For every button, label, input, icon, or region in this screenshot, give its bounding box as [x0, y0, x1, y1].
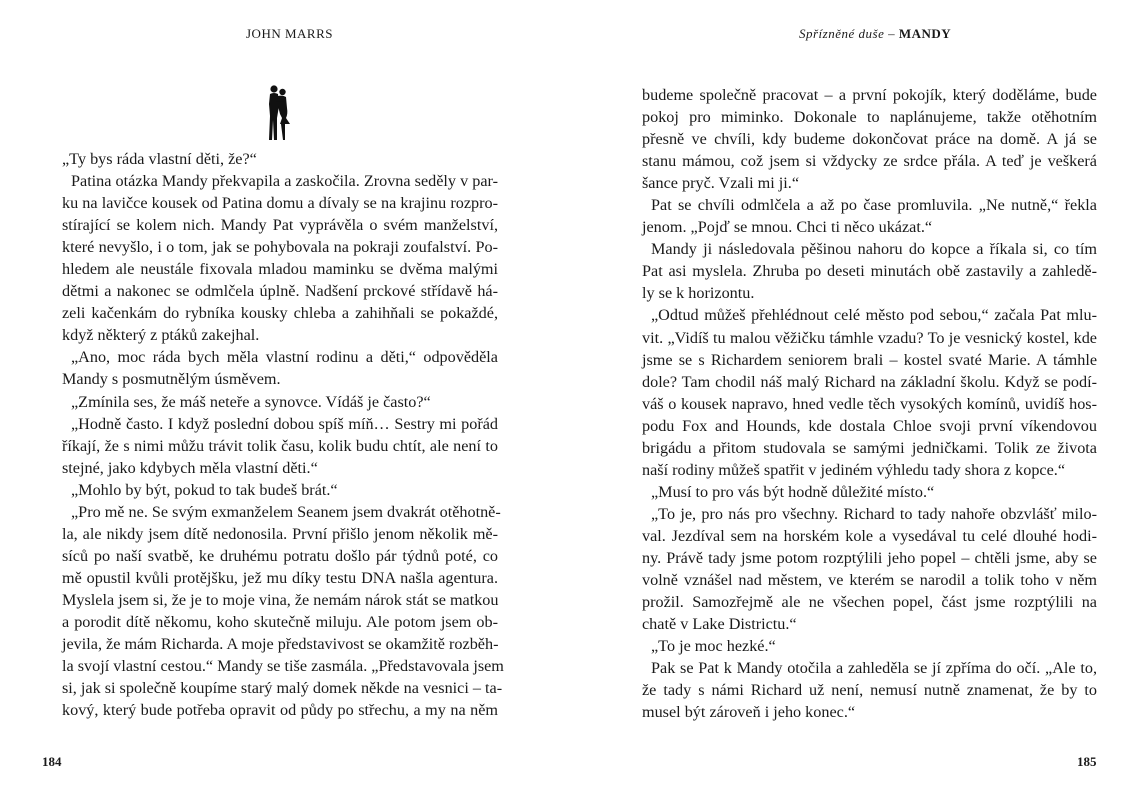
paragraph [642, 635, 1097, 657]
left-page-text [62, 148, 504, 721]
text-line: prožil. Samozřejmě ale ne všechen popel, část jsme rozptýlili na [642, 593, 1097, 612]
text-line: „Odtud můžeš přehlédnout celé město pod sebou,“ začala Pat mlu- [651, 306, 1097, 325]
text-line: Pat se chvíli odmlčela a až po čase promluvila. „Ne nutně,“ řekla [651, 196, 1097, 215]
paragraph [642, 503, 1097, 635]
text-line: ly se k horizontu. [642, 284, 755, 303]
text-line: „Ano, moc ráda bych měla vlastní rodinu a děti,“ odpověděla [71, 348, 498, 367]
text-line: Mandy ji následovala pěšinou nahoru do kopce a říkala si, co tím [651, 240, 1097, 259]
text-line: a porodit dítě někomu, koho skutečně miluju. Ale potom jsem ob- [62, 612, 498, 631]
text-line: brigádu a přitom studovala se samými jedničkami. Tolik ze života [642, 438, 1097, 457]
right-page-text [642, 84, 1097, 723]
text-line: „To je, pro nás pro všechny. Richard to tady nahoře obzvlášť milo- [651, 504, 1097, 523]
text-line: „Pro mě ne. Se svým exmanželem Seanem jsem dvakrát otěhotně- [71, 502, 501, 521]
text-line: budeme společně pracovat – a první pokojík, který doděláme, bude [642, 86, 1097, 104]
text-line: zeli kačenkám do rybníka kousky chleba a zahihňali se pokaždé, [62, 304, 498, 323]
paragraph [642, 657, 1097, 723]
paragraph [62, 170, 498, 346]
page-number-right: 185 [1077, 754, 1097, 769]
text-line: podu Fox and Hounds, kde dostala Chloe svoji první víkendovou [642, 416, 1097, 435]
page-number-left: 184 [42, 754, 62, 769]
running-head-title [799, 26, 951, 42]
text-line: hledem ale neustále fixovala mladou maminku se dvěma malými [62, 260, 498, 279]
text-line: že tady s námi Richard už není, nemusí nutně znamenat, že by to [642, 681, 1097, 700]
text-line: naší rodiny můžeš spatřit v jediném výhledu tady shora z kopce.“ [642, 460, 1066, 479]
paragraph [62, 479, 498, 501]
text-line: síců po naší svatbě, ke druhému potratu došlo pár týdnů poté, co [62, 546, 498, 565]
text-line: šance pryč. Vzali mi ji.“ [642, 174, 800, 193]
text-line: stírající se kolem nich. Mandy Pat vyprávěla o svém manželství, [62, 216, 498, 235]
text-line: Pat asi myslela. Zhruba po deseti minutách obě zastavily a zahledě- [642, 262, 1097, 281]
text-line: „Ty bys ráda vlastní děti, že?“ [62, 150, 257, 168]
text-line: pokoj pro miminko. Dokonale to naplánujeme, takže otěhotním [642, 108, 1097, 127]
text-line: mě opustil kvůli protějšku, jež mu díky testu DNA našla agentura. [62, 568, 498, 587]
paragraph [62, 148, 498, 170]
separator: – [884, 26, 899, 41]
paragraph [62, 391, 498, 413]
text-line: dětmi a nakonec se odmlčela úplně. Nadšení prckové střídavě há- [62, 282, 498, 301]
text-line: si, jak si společně koupíme starý malý domek někde na vesnici – ta- [62, 679, 503, 698]
chapter-name: MANDY [898, 26, 952, 41]
text-line: „Hodně často. I když poslední dobou spíš míň… Sestry mi pořád [71, 414, 498, 433]
text-line: val. Jezdíval sem na horském kole a vysedával tu celé dlouhé hodi- [642, 526, 1097, 545]
text-line: ny. Právě tady jsme potom rozptýlili jeho popel – chtěli jsme, aby se [642, 548, 1097, 567]
text-line: Myslela jsem si, že je to moje vina, že nemám nárok stát se matkou [62, 590, 499, 609]
text-line: Mandy s posmutnělým úsměvem. [62, 370, 281, 389]
text-line: „Mohlo by být, pokud to tak budeš brát.“ [71, 480, 338, 499]
text-line: kový, který bude potřeba opravit od půdy po střechu, a my na něm [62, 701, 498, 720]
paragraph [62, 346, 498, 390]
text-line: jenom. „Pojď se mnou. Chci ti něco ukázat.“ [642, 218, 933, 237]
paragraph [642, 238, 1097, 304]
text-line: la svojí vlastní cestou.“ Mandy se tiše zasmála. „Představovala jsem [62, 657, 504, 676]
book-title: Spřízněné duše [799, 26, 885, 41]
paragraph [642, 304, 1097, 480]
right-page [570, 0, 1139, 800]
text-line: ku na lavičce kousek od Patina domu a dívaly se na krajinu rozpro- [62, 194, 498, 213]
paragraph [62, 413, 498, 479]
text-line: váš o kousek napravo, hned vedle těch vysokých komínů, uvidíš hos- [642, 394, 1097, 413]
text-line: Patina otázka Mandy překvapila a zaskočila. Zrovna seděly v par- [71, 172, 498, 191]
text-line: říkají, že s nimi můžu trávit tolik času, kolik budu chtít, ale není to [62, 436, 498, 455]
text-line: stejné, jako kdybych měla vlastní děti.“ [62, 458, 318, 477]
paragraph [642, 84, 1097, 194]
couple-silhouette-icon [266, 84, 292, 142]
text-line: volně vznášel nad městem, ve kterém se narodil a tolik toho v něm [642, 571, 1097, 590]
text-line: vit. „Vidíš tu malou věžičku támhle vzadu? To je vesnický kostel, kde [642, 328, 1097, 347]
text-line: když některý z ptáků zakejhal. [62, 326, 260, 345]
paragraph [642, 194, 1097, 238]
text-line: jevila, že mám Richarda. A moje představivost se okamžitě rozběh- [62, 635, 499, 654]
text-line: které nevyšlo, i o tom, jak se pohybovala na pokraji zoufalství. Po- [62, 238, 498, 257]
text-line: dole? Tam chodil náš malý Richard na základní školu. Když se podí- [642, 372, 1097, 391]
text-line: „Zmínila ses, že máš neteře a synovce. Vídáš je často?“ [71, 392, 431, 411]
text-line: jsme se s Richardem seniorem brali – kostel svaté Marie. A támhle [642, 350, 1097, 369]
running-head-author: JOHN MARRS [246, 26, 333, 41]
paragraph [62, 501, 504, 721]
text-line: stanu mámou, což jsem si vždycky ze srdce přála. A teď je veškerá [642, 152, 1097, 171]
text-line: la, ale nikdy jsem dítě nedonosila. První přišlo jenom několik mě- [62, 524, 498, 543]
text-line: „Musí to pro vás být hodně důležité místo.“ [651, 482, 935, 501]
paragraph [642, 481, 1097, 503]
text-line: „To je moc hezké.“ [651, 637, 776, 656]
left-page [0, 0, 560, 800]
text-line: musel být zároveň i jeho konec.“ [642, 703, 856, 722]
text-line: přesně ve chvíli, kdy budeme dokončovat práce na domě. A já se [642, 130, 1097, 149]
text-line: Pak se Pat k Mandy otočila a zahleděla se jí zpříma do očí. „Ale to, [651, 659, 1097, 678]
text-line: chatě v Lake Districtu.“ [642, 615, 797, 634]
